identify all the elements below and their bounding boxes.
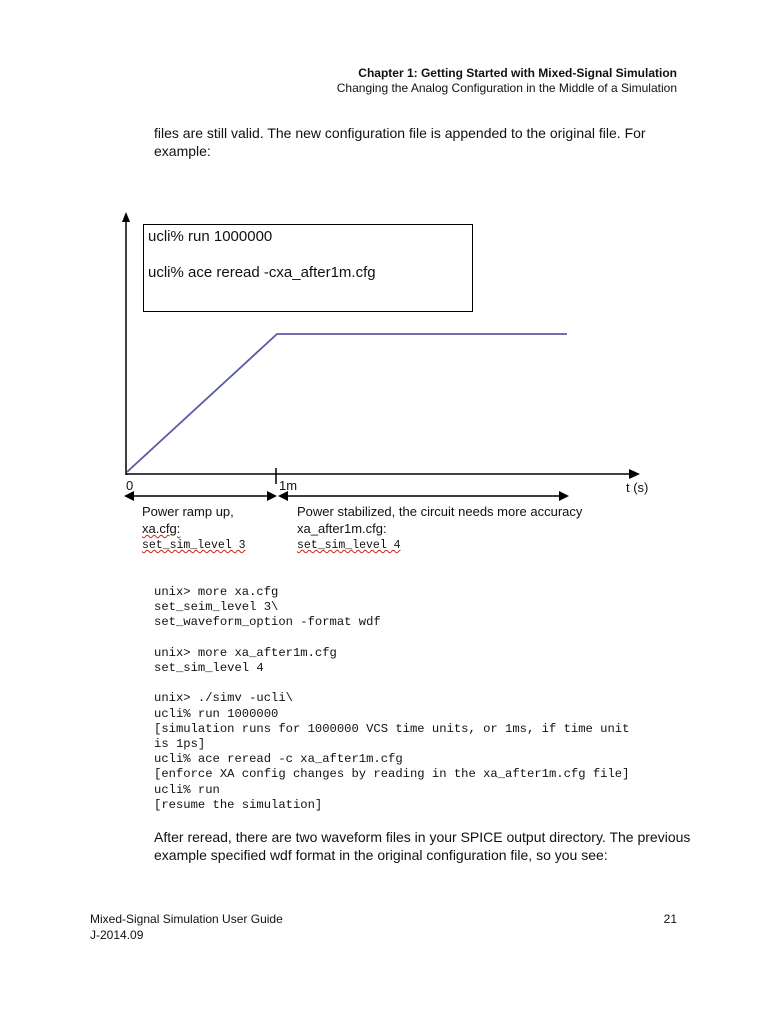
code-line: unix> more xa.cfg (154, 585, 279, 599)
code-line: [resume the simulation] (154, 797, 323, 812)
code-line: [enforce XA config changes by reading in the xa_after1m.cfg file] (154, 767, 630, 782)
code-listing (154, 585, 629, 813)
time-axis-label: t (s) (626, 480, 649, 495)
header-section-title: Changing the Analog Configuration in the Middle of a Simulation (336, 81, 677, 95)
phase-1-title: Power ramp up, (142, 504, 234, 519)
phase-2-title: Power stabilized, the circuit needs more accuracy (297, 504, 583, 519)
phase-2-setting: set_sim_level 4 (297, 539, 401, 552)
phase-1-config-file: xa.cfg: (142, 521, 181, 536)
code-line: ucli% ace reread -c xa_after1m.cfg (154, 752, 403, 767)
command-run: ucli% run 1000000 (148, 228, 273, 245)
phase-2-right-arrowhead (559, 491, 569, 501)
code-line: is 1ps] (154, 737, 206, 752)
intro-paragraph: files are still valid. The new configuration file is appended to the original file. For example: (154, 125, 646, 159)
footer-guide-title: Mixed-Signal Simulation User Guide (90, 912, 283, 926)
phase-2-config-file: xa_after1m.cfg: (297, 521, 387, 536)
phase-1-setting: set_sim_level 3 (142, 539, 246, 552)
y-axis-arrowhead (122, 212, 130, 222)
code-line: unix> ./simv -ucli\ (154, 691, 293, 706)
code-line: [simulation runs for 1000000 VCS time units, or 1ms, if time unit (154, 721, 630, 736)
code-line: ucli% run (154, 782, 220, 797)
code-line: set_sim_level 4 (154, 661, 264, 676)
phase-1-right-arrowhead (267, 491, 277, 501)
code-line: unix> more xa_after1m.cfg (154, 645, 337, 660)
code-line: set_seim_level 3\ (154, 600, 279, 615)
header-chapter-title: Chapter 1: Getting Started with Mixed-Signal Simulation (358, 66, 677, 80)
footer-version: J-2014.09 (90, 928, 144, 942)
origin-label: 0 (126, 478, 134, 493)
x-axis-arrowhead (629, 469, 640, 479)
footer-page-number: 21 (663, 912, 677, 926)
code-line: set_waveform_option -format wdf (154, 615, 381, 630)
code-line: ucli% run 1000000 (154, 706, 279, 721)
command-reread: ucli% ace reread -cxa_after1m.cfg (148, 264, 376, 281)
power-curve (127, 334, 567, 472)
tick-label-1m: 1m (279, 478, 298, 493)
outro-paragraph: After reread, there are two waveform files in your SPICE output directory. The previous example specified wdf format in the original configuration file, so you see: (154, 829, 691, 863)
